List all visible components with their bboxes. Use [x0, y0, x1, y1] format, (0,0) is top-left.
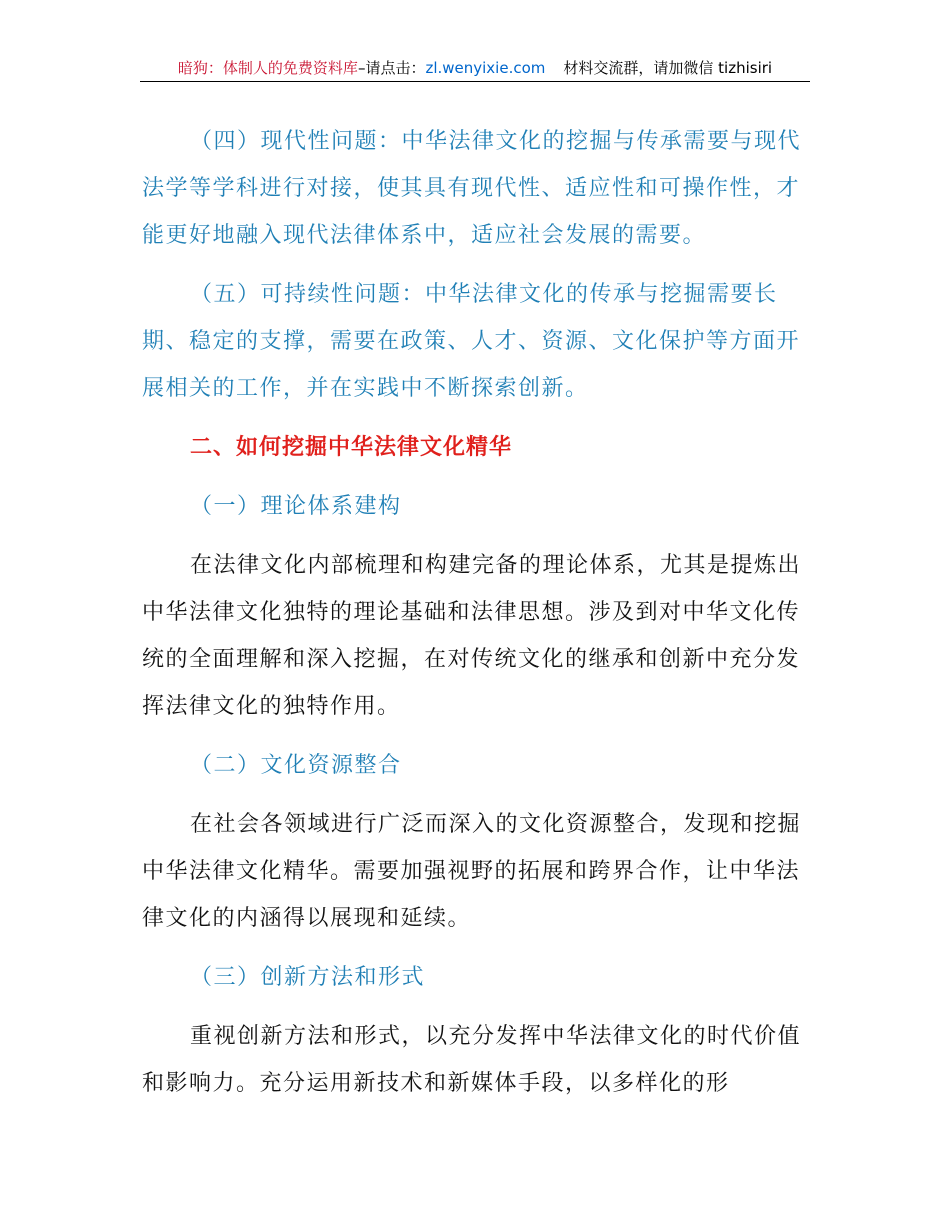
- paragraph-modernity: （四）现代性问题：中华法律文化的挖掘与传承需要与现代法学等学科进行对接，使其具有现代性、适应性和可操作性，才能更好地融入现代法律体系中，适应社会发展的需要。: [142, 129, 802, 248]
- page-header: [140, 56, 810, 82]
- section-heading: 二、如何挖掘中华法律文化精华: [190, 435, 513, 460]
- header-divider: [140, 81, 810, 82]
- subheading-theory: （一）理论体系建构: [190, 494, 402, 519]
- header-click-label: –请点击：: [357, 59, 426, 77]
- paragraph-resources: 在社会各领域进行广泛而深入的文化资源整合，发现和挖掘中华法律文化精华。需要加强视野的拓展和跨界合作，让中华法律文化的内涵得以展现和延续。: [142, 812, 802, 931]
- paragraph-sustainability: （五）可持续性问题：中华法律文化的传承与挖掘需要长期、稳定的支撑，需要在政策、人才、资源、文化保护等方面开展相关的工作，并在实践中不断探索创新。: [142, 282, 801, 401]
- document-body: [142, 118, 810, 1119]
- paragraph-innovation: 重视创新方法和形式，以充分发挥中华法律文化的时代价值和影响力。充分运用新技术和新媒体手段，以多样化的形: [142, 1024, 802, 1096]
- paragraph-theory: 在法律文化内部梳理和构建完备的理论体系，尤其是提炼出中华法律文化独特的理论基础和法律思想。涉及到对中华文化传统的全面理解和深入挖掘，在对传统文化的继承和创新中充分发挥法律文化的独特作用。: [142, 553, 802, 719]
- header-group-text: 材料交流群，请加微信 tizhisiri: [563, 59, 773, 77]
- subheading-innovation: （三）创新方法和形式: [190, 965, 426, 990]
- header-link[interactable]: zl.wenyixie.com: [425, 59, 546, 77]
- header-brand: 暗狗：体制人的免费资料库: [177, 59, 358, 77]
- subheading-resources: （二）文化资源整合: [190, 753, 402, 778]
